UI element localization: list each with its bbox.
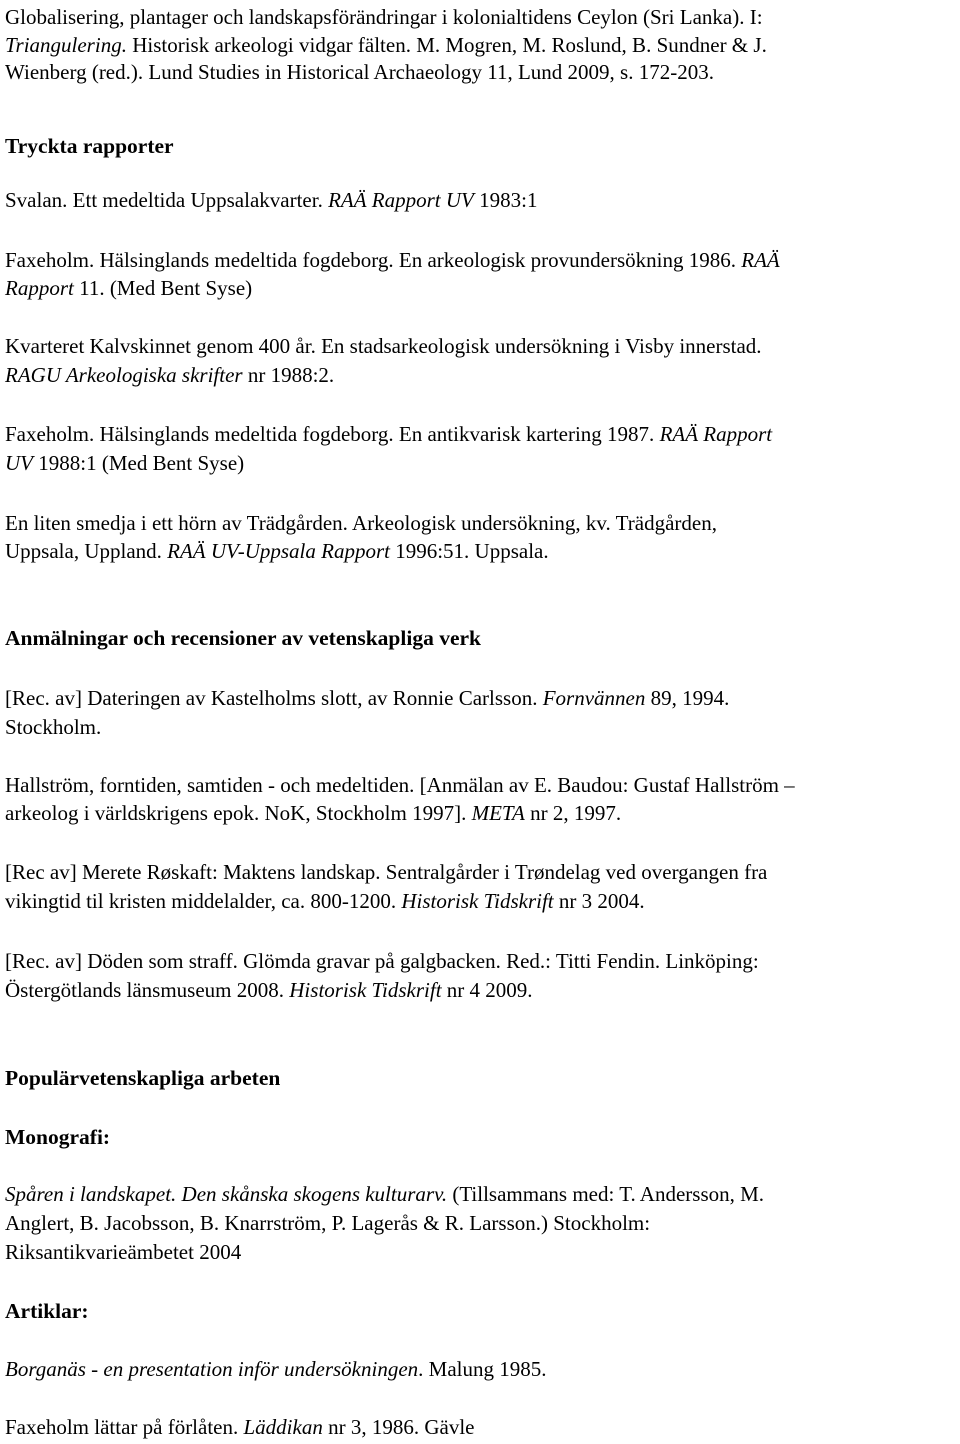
report-entry-kalvskinnet-line-2: RAGU Arkeologiska skrifter nr 1988:2. — [5, 363, 335, 387]
article-entry-faxeholm: Faxeholm lättar på förlåten. Läddikan nr 3, 1986. Gävle — [5, 1415, 475, 1439]
intro-line-3: Wienberg (red.). Lund Studies in Historical Archaeology 11, Lund 2009, s. 172-203. — [5, 60, 714, 84]
review-entry-roskaft-line-1: [Rec av] Merete Røskaft: Maktens landskap. Sentralgårder i Trøndelag ved overgangen fra — [5, 860, 768, 884]
heading-artiklar: Artiklar: — [5, 1299, 89, 1323]
intro-line-1: Globalisering, plantager och landskapsförändringar i kolonialtidens Ceylon (Sri Lanka). I: — [5, 5, 763, 29]
heading-anmalningar: Anmälningar och recensioner av vetenskapliga verk — [5, 626, 481, 650]
monograph-entry-line-3: Riksantikvarieämbetet 2004 — [5, 1240, 242, 1264]
report-entry-svalan: Svalan. Ett medeltida Uppsalakvarter. RAÄ Rapport UV 1983:1 — [5, 188, 538, 212]
report-entry-faxeholm-1987-line-1: Faxeholm. Hälsinglands medeltida fogdeborg. En antikvarisk kartering 1987. RAÄ Rapport — [5, 422, 773, 446]
monograph-entry-line-2: Anglert, B. Jacobsson, B. Knarrström, P. Lagerås & R. Larsson.) Stockholm: — [5, 1211, 651, 1235]
report-entry-faxeholm-1987-line-2: UV 1988:1 (Med Bent Syse) — [5, 451, 245, 475]
article-entry-borganas: Borganäs - en presentation inför undersökningen. Malung 1985. — [5, 1357, 547, 1381]
report-entry-smedja-line-1: En liten smedja i ett hörn av Trädgården. Arkeologisk undersökning, kv. Trädgården, — [5, 511, 717, 535]
report-entry-kalvskinnet-line-1: Kvarteret Kalvskinnet genom 400 år. En stadsarkeologisk undersökning i Visby innerstad. — [5, 334, 762, 358]
review-entry-doden-line-2: Östergötlands länsmuseum 2008. Historisk Tidskrift nr 4 2009. — [5, 978, 533, 1002]
review-entry-kastelholm-line-1: [Rec. av] Dateringen av Kastelholms slott, av Ronnie Carlsson. Fornvännen 89, 1994. — [5, 686, 730, 710]
review-entry-doden-line-1: [Rec. av] Döden som straff. Glömda gravar på galgbacken. Red.: Titti Fendin. Linköping: — [5, 949, 759, 973]
monograph-entry-line-1: Spåren i landskapet. Den skånska skogens kulturarv. (Tillsammans med: T. Andersson, M. — [5, 1182, 765, 1206]
review-entry-hallstrom-line-1: Hallström, forntiden, samtiden - och medeltiden. [Anmälan av E. Baudou: Gustaf Hallström – — [5, 773, 795, 797]
review-entry-roskaft-line-2: vikingtid til kristen middelalder, ca. 800-1200. Historisk Tidskrift nr 3 2004. — [5, 889, 645, 913]
report-entry-faxeholm-1986-line-2: Rapport 11. (Med Bent Syse) — [5, 276, 253, 300]
review-entry-kastelholm-line-2: Stockholm. — [5, 715, 102, 739]
report-entry-faxeholm-1986-line-1: Faxeholm. Hälsinglands medeltida fogdeborg. En arkeologisk provundersökning 1986. RAÄ — [5, 248, 780, 272]
intro-line-2: Triangulering. Historisk arkeologi vidgar fälten. M. Mogren, M. Roslund, B. Sundner & J. — [5, 33, 767, 57]
review-entry-hallstrom-line-2: arkeolog i världskrigens epok. NoK, Stockholm 1997]. META nr 2, 1997. — [5, 801, 622, 825]
heading-monografi: Monografi: — [5, 1125, 111, 1149]
report-entry-smedja-line-2: Uppsala, Uppland. RAÄ UV-Uppsala Rapport 1996:51. Uppsala. — [5, 539, 549, 563]
heading-popularvetenskapliga: Populärvetenskapliga arbeten — [5, 1066, 281, 1090]
heading-tryckta-rapporter: Tryckta rapporter — [5, 134, 174, 158]
